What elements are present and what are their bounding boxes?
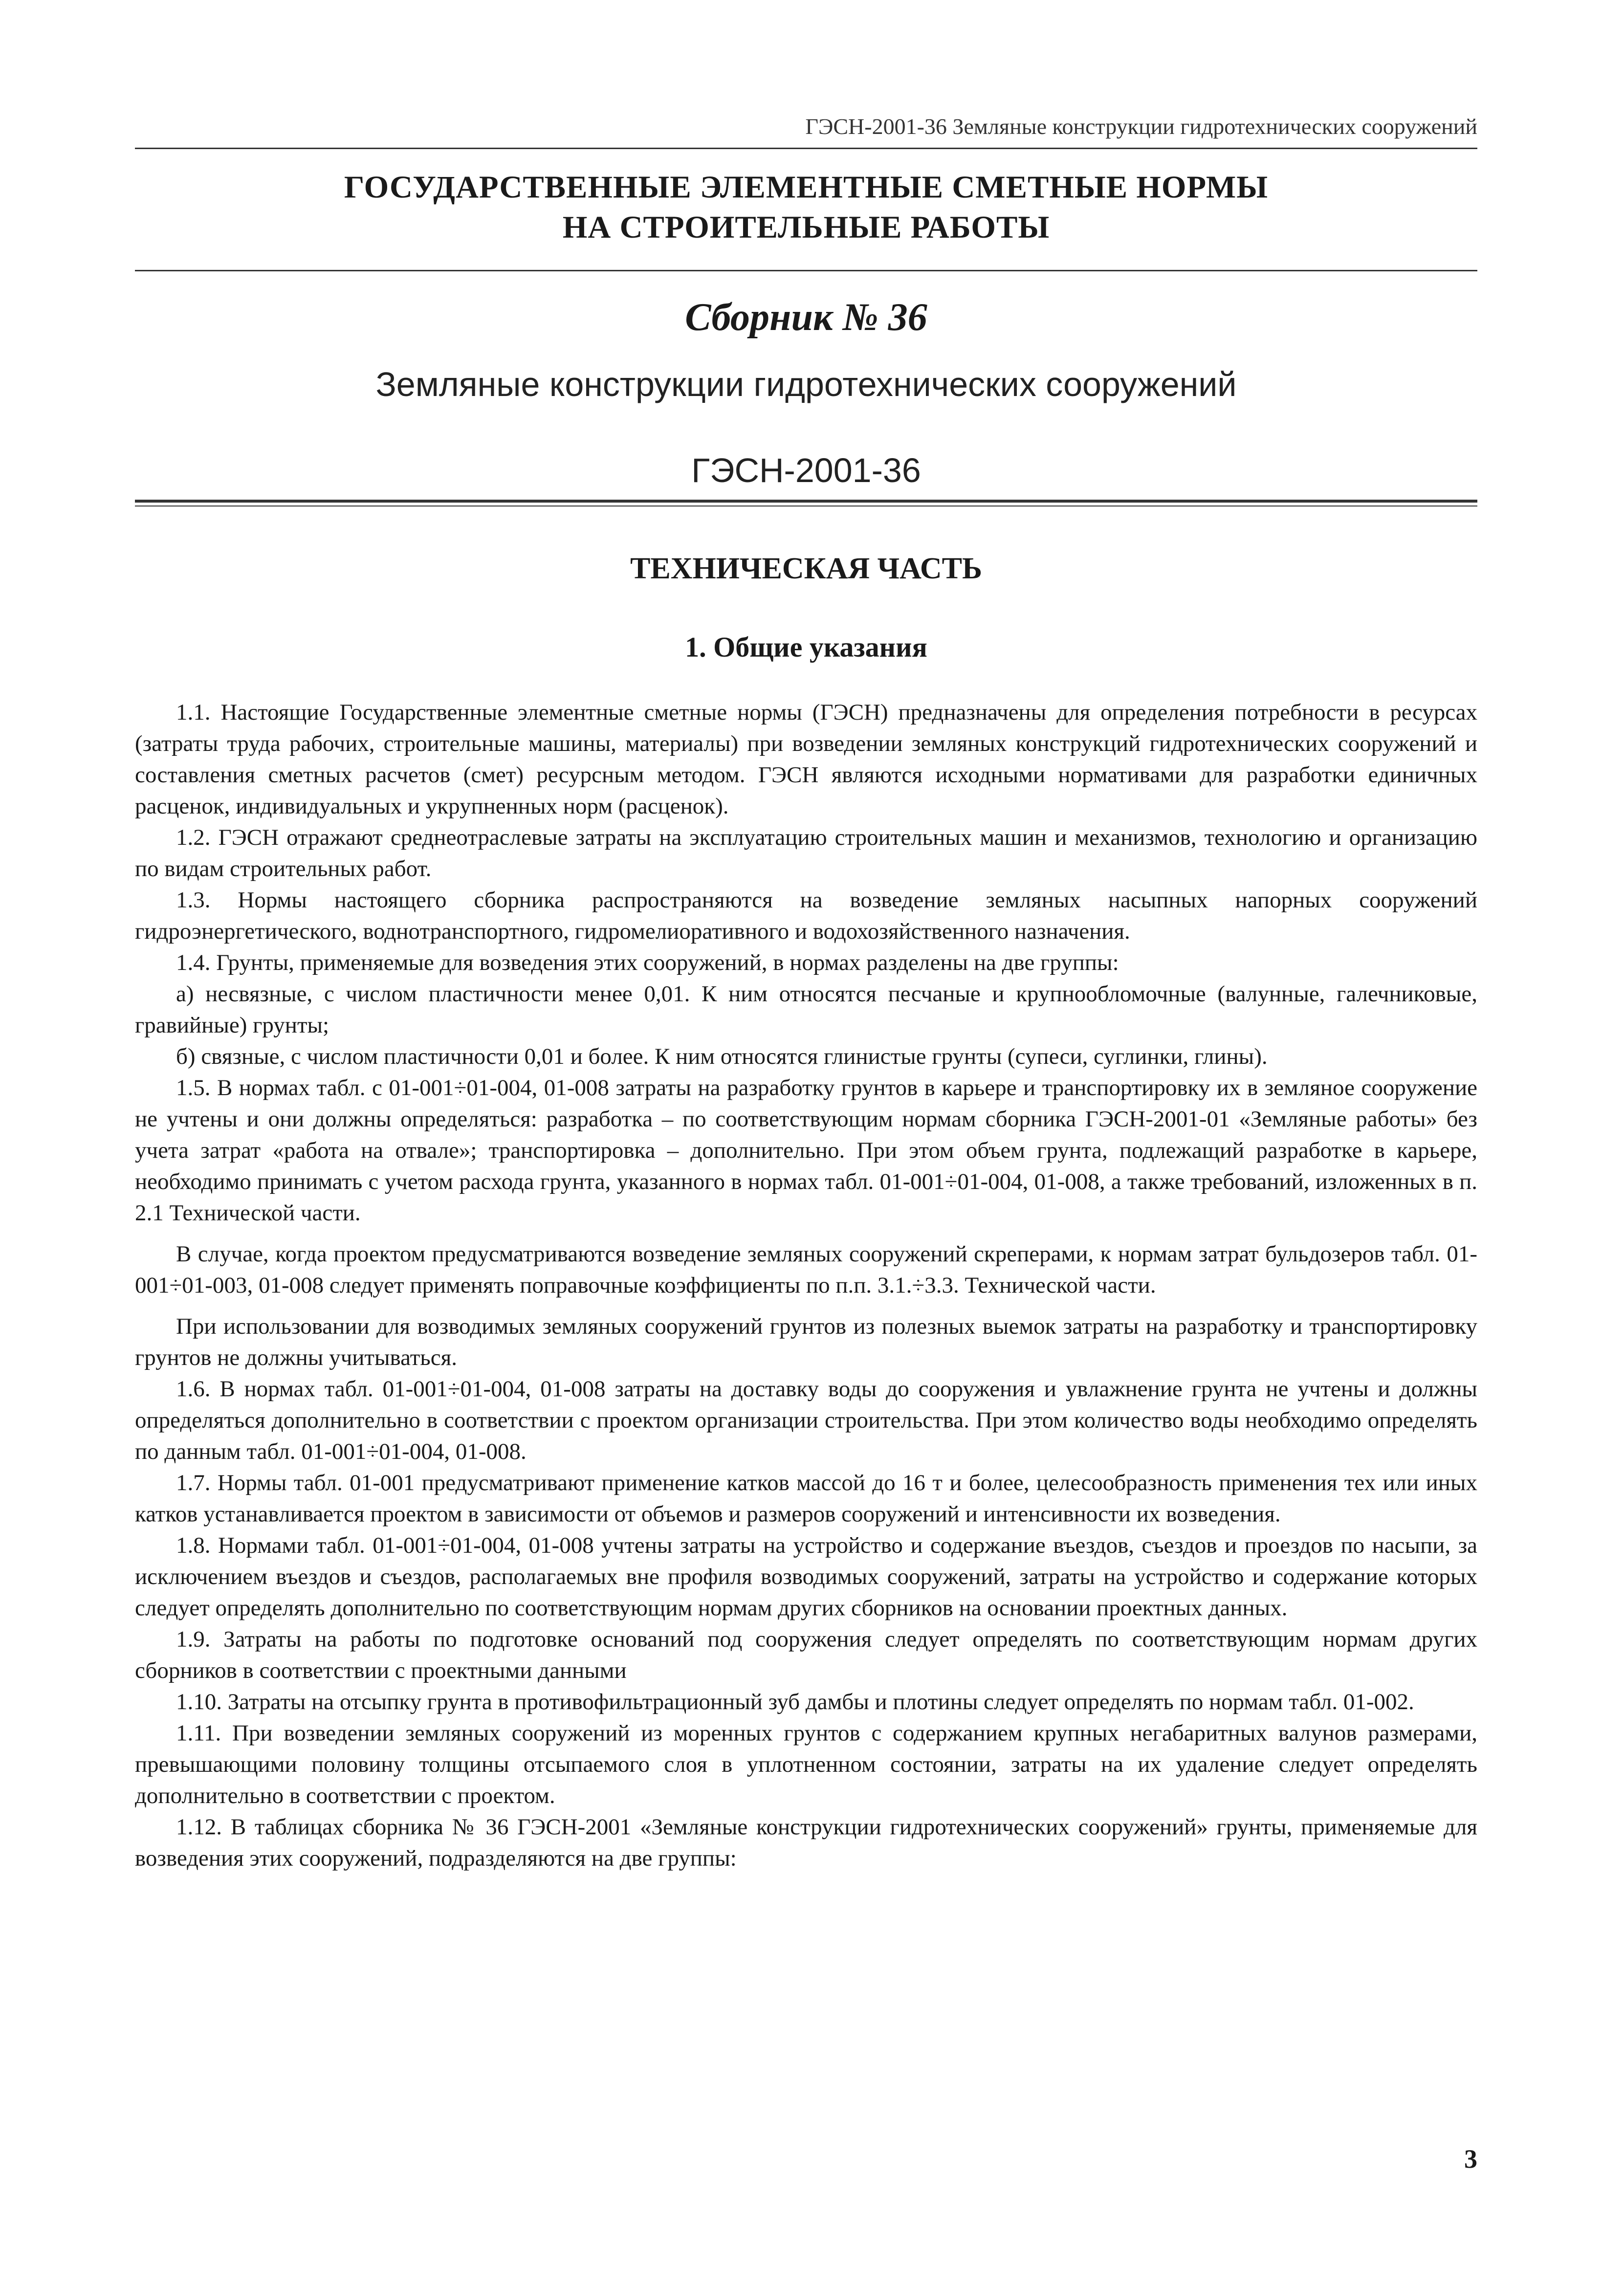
paragraph-1-10: 1.10. Затраты на отсыпку грунта в противофильтрационный зуб дамбы и плотины следует определять по нормам табл. 01-002.	[176, 1689, 1414, 1715]
paragraph-1-4-b: б) связные, с числом пластичности 0,01 и более. К ним относятся глинистые грунты (супеси, суглинки, глины).	[176, 1044, 1268, 1069]
paragraph-1-9: 1.9. Затраты на работы по подготовке оснований под сооружения следует определять по соответствующим нормам других сборников в соответствии с проектными данными	[135, 1627, 1477, 1683]
main-title	[135, 167, 1477, 247]
title-rule	[135, 270, 1477, 271]
paragraph-1-3: 1.3. Нормы настоящего сборника распространяются на возведение земляных насыпных напорных сооружений гидроэнергетического, воднотранспортного, гидромелиоративного и водохозяйственного назначения.	[135, 887, 1477, 944]
paragraph-1-4-a: а) несвязные, с числом пластичности менее 0,01. К ним относятся песчаные и крупнообломочные (валунные, галечниковые, гравийные) грунты;	[135, 981, 1477, 1038]
main-title-line-1: ГОСУДАРСТВЕННЫЕ ЭЛЕМЕНТНЫЕ СМЕТНЫЕ НОРМЫ	[344, 170, 1269, 205]
running-header: ГЭСН-2001-36 Земляные конструкции гидротехнических сооружений	[805, 114, 1477, 139]
paragraph-1-5: 1.5. В нормах табл. с 01-001÷01-004, 01-008 затраты на разработку грунтов в карьере и транспортировку их в земляное сооружение не учтены и они должны определяться: разработка – по соответствующим нормам сборника ГЭСН-2001-01 «Земляные работы» без учета затрат «работа на отвале»; транспортировка – дополнительно. При этом объем грунта, подлежащий разработке в карьере, необходимо принимать с учетом расхода грунта, указанного в нормах табл. 01-001÷01-004, 01-008, а также требований, изложенных в п. 2.1 Технической части.	[135, 1075, 1477, 1226]
page-number: 3	[1464, 2144, 1477, 2174]
paragraph-1-2: 1.2. ГЭСН отражают среднеотраслевые затраты на эксплуатацию строительных машин и механизмов, технологию и организацию по видам строительных работ.	[135, 825, 1477, 881]
code-rule-thick	[135, 500, 1477, 503]
paragraph-1-5-scrapers: В случае, когда проектом предусматриваются возведение земляных сооружений скреперами, к нормам затрат бульдозеров табл. 01-001÷01-003, 01-008 следует применять поправочные коэффициенты по п.п. 3.1.÷3.3. Технической части.	[135, 1241, 1477, 1298]
paragraph-1-1: 1.1. Настоящие Государственные элементные сметные нормы (ГЭСН) предназначены для определения потребности в ресурсах (затраты труда рабочих, строительные машины, материалы) при возведении земляных конструкций гидротехнических сооружений и составления сметных расчетов (смет) ресурсным методом. ГЭСН являются исходными нормативами для разработки единичных расценок, индивидуальных и укрупненных норм (расценок).	[135, 700, 1477, 819]
paragraph-1-4: 1.4. Грунты, применяемые для возведения этих сооружений, в нормах разделены на две группы:	[176, 950, 1119, 975]
collection-subtitle: Земляные конструкции гидротехнических сооружений	[375, 365, 1237, 403]
paragraph-1-6: 1.6. В нормах табл. 01-001÷01-004, 01-008 затраты на доставку воды до сооружения и увлажнение грунта не учтены и должны определяться дополнительно в соответствии с проектом организации строительства. При этом количество воды необходимо определять по данным табл. 01-001÷01-004, 01-008.	[135, 1376, 1477, 1464]
collection-title: Сборник № 36	[685, 296, 927, 339]
paragraph-1-11: 1.11. При возведении земляных сооружений из моренных грунтов с содержанием крупных негабаритных валунов размерами, превышающими половину толщины отсыпаемого слоя в уплотненном состоянии, затраты на их удаление следует определять дополнительно в соответствии с проектом.	[135, 1720, 1477, 1808]
main-title-line-2: НА СТРОИТЕЛЬНЫЕ РАБОТЫ	[562, 210, 1050, 245]
body-text	[135, 697, 1477, 1874]
paragraph-1-7: 1.7. Нормы табл. 01-001 предусматривают применение катков массой до 16 т и более, целесообразность применения тех или иных катков устанавливается проектом в зависимости от объемов и размеров сооружений и интенсивности их возведения.	[135, 1470, 1477, 1527]
paragraph-1-5-excavations: При использовании для возводимых земляных сооружений грунтов из полезных выемок затраты на разработку и транспортировку грунтов не должны учитываться.	[135, 1314, 1477, 1370]
part-title: ТЕХНИЧЕСКАЯ ЧАСТЬ	[630, 552, 982, 585]
section-title: 1. Общие указания	[685, 631, 927, 663]
paragraph-1-8: 1.8. Нормами табл. 01-001÷01-004, 01-008 учтены затраты на устройство и содержание въездов, съездов и проездов по насыпи, за исключением въездов и съездов, располагаемых вне профиля возводимых сооружений, затраты на устройство и содержание которых следует определять дополнительно по соответствующим нормам других сборников на основании проектных данных.	[135, 1533, 1477, 1621]
header-rule	[135, 148, 1477, 149]
paragraph-1-12: 1.12. В таблицах сборника № 36 ГЭСН-2001 «Земляные конструкции гидротехнических сооружений» грунты, применяемые для возведения этих сооружений, подразделяются на две группы:	[135, 1814, 1477, 1871]
document-code: ГЭСН-2001-36	[691, 451, 921, 489]
